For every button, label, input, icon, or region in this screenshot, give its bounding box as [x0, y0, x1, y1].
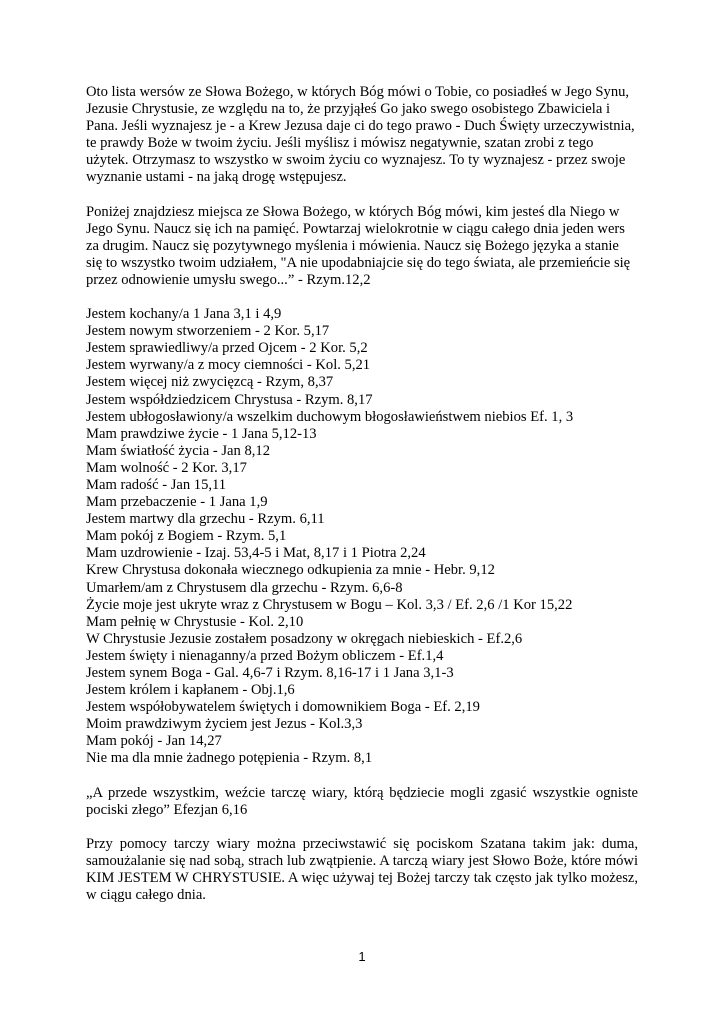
- list-item: Życie moje jest ukryte wraz z Chrystusem w Bogu – Kol. 3,3 / Ef. 2,6 /1 Kor 15,22: [86, 596, 573, 613]
- list-item: Jestem współdziedzicem Chrystusa - Rzym. 8,17: [86, 391, 373, 408]
- list-item: Mam światłość życia - Jan 8,12: [86, 442, 270, 459]
- closing-paragraph: Przy pomocy tarczy wiary można przeciwstawić się pociskom Szatana takim jak: duma, samoużalanie się nad sobą, strach lub zwątpienie. A tarczą wiary jest Słowo Boże, które mówi KIM JESTEM W CHRYSTUSIE. A więc używaj tej Bożej tarczy tak często jak tylko możesz, w ciągu całego dnia.: [86, 835, 638, 904]
- list-item: Mam pokój z Bogiem - Rzym. 5,1: [86, 528, 287, 545]
- document-page: [86, 84, 638, 921]
- list-item: Jestem ubłogosławiony/a wszelkim duchowym błogosławieństwem niebios Ef. 1, 3: [86, 408, 574, 425]
- list-item: Jestem synem Boga - Gal. 4,6-7 i Rzym. 8,16-17 i 1 Jana 3,1-3: [86, 665, 454, 681]
- list-item: Jestem kochany/a 1 Jana 3,1 i 4,9: [86, 306, 282, 323]
- list-item: Jestem sprawiedliwy/a przed Ojcem - 2 Kor. 5,2: [86, 340, 368, 357]
- intro-paragraph: Oto lista wersów ze Słowa Bożego, w których Bóg mówi o Tobie, co posiadłeś w Jego Synu, Jezusie Chrystusie, ze względu na to, że przyjąłeś Go jako swego osobistego Zbawiciela i Pana. Jeśli wyznajesz je - a Krew Jezusa daje ci do tego prawo - Duch Święty urzeczywistnia, te prawdy Boże w twoim życiu. Jeśli myślisz i mówisz negatywnie, szatan zrobi z tego użytek. Otrzymasz to wszystko w swoim życiu co wyznajesz. To ty wyznajesz - przez swoje wyznanie ustami - na jaką drogę wstępujesz.: [86, 84, 635, 186]
- list-item: Nie ma dla mnie żadnego potępienia - Rzym. 8,1: [86, 750, 373, 767]
- list-item: Jestem królem i kapłanem - Obj.1,6: [86, 682, 295, 699]
- list-item: Mam wolność - 2 Kor. 3,17: [86, 459, 247, 476]
- second-paragraph: Poniżej znajdziesz miejsca ze Słowa Bożego, w których Bóg mówi, kim jesteś dla Niego w Jego Synu. Naucz się ich na pamięć. Powtarzaj wielokrotnie w ciągu całego dnia jeden wers za drugim. Naucz się pozytywnego myślenia i mówienia. Naucz się Bożego języka a stanie się to wszystko twoim udziałem, "A nie upodabniajcie się do tego świata, ale przemieńcie się przez odnowienie umysłu swego...” - Rzym.12,2: [86, 203, 631, 288]
- list-item: Jestem święty i nienaganny/a przed Bożym obliczem - Ef.1,4: [86, 647, 444, 664]
- list-item: Krew Chrystusa dokonała wiecznego odkupienia za mnie - Hebr. 9,12: [86, 562, 495, 579]
- list-item: Jestem wyrwany/a z mocy ciemności - Kol. 5,21: [86, 357, 371, 374]
- list-item: W Chrystusie Jezusie zostałem posadzony w okręgach niebieskich - Ef.2,6: [86, 630, 523, 647]
- list-item: Mam pokój - Jan 14,27: [86, 733, 222, 750]
- list-item: Jestem więcej niż zwycięzcą - Rzym, 8,37: [86, 374, 334, 391]
- list-item: Moim prawdziwym życiem jest Jezus - Kol.3,3: [86, 716, 363, 733]
- declarations-list: [86, 306, 638, 768]
- list-item: Mam przebaczenie - 1 Jana 1,9: [86, 494, 268, 511]
- page-number: 1: [358, 949, 366, 964]
- list-item: Jestem martwy dla grzechu - Rzym. 6,11: [86, 511, 325, 528]
- list-item: Jestem współobywatelem świętych i domownikiem Boga - Ef. 2,19: [86, 699, 480, 716]
- list-item: Mam radość - Jan 15,11: [86, 476, 227, 493]
- quote-paragraph: „A przede wszystkim, weźcie tarczę wiary, którą będziecie mogli zgasić wszystkie ogniste pociski złego” Efezjan 6,16: [86, 784, 638, 818]
- list-item: Jestem nowym stworzeniem - 2 Kor. 5,17: [86, 323, 330, 340]
- list-item: Mam pełnię w Chrystusie - Kol. 2,10: [86, 613, 304, 630]
- list-item: Mam uzdrowienie - Izaj. 53,4-5 i Mat, 8,17 i 1 Piotra 2,24: [86, 545, 426, 562]
- list-item: Umarłem/am z Chrystusem dla grzechu - Rzym. 6,6-8: [86, 579, 403, 596]
- list-item: Mam prawdziwe życie - 1 Jana 5,12-13: [86, 425, 317, 442]
